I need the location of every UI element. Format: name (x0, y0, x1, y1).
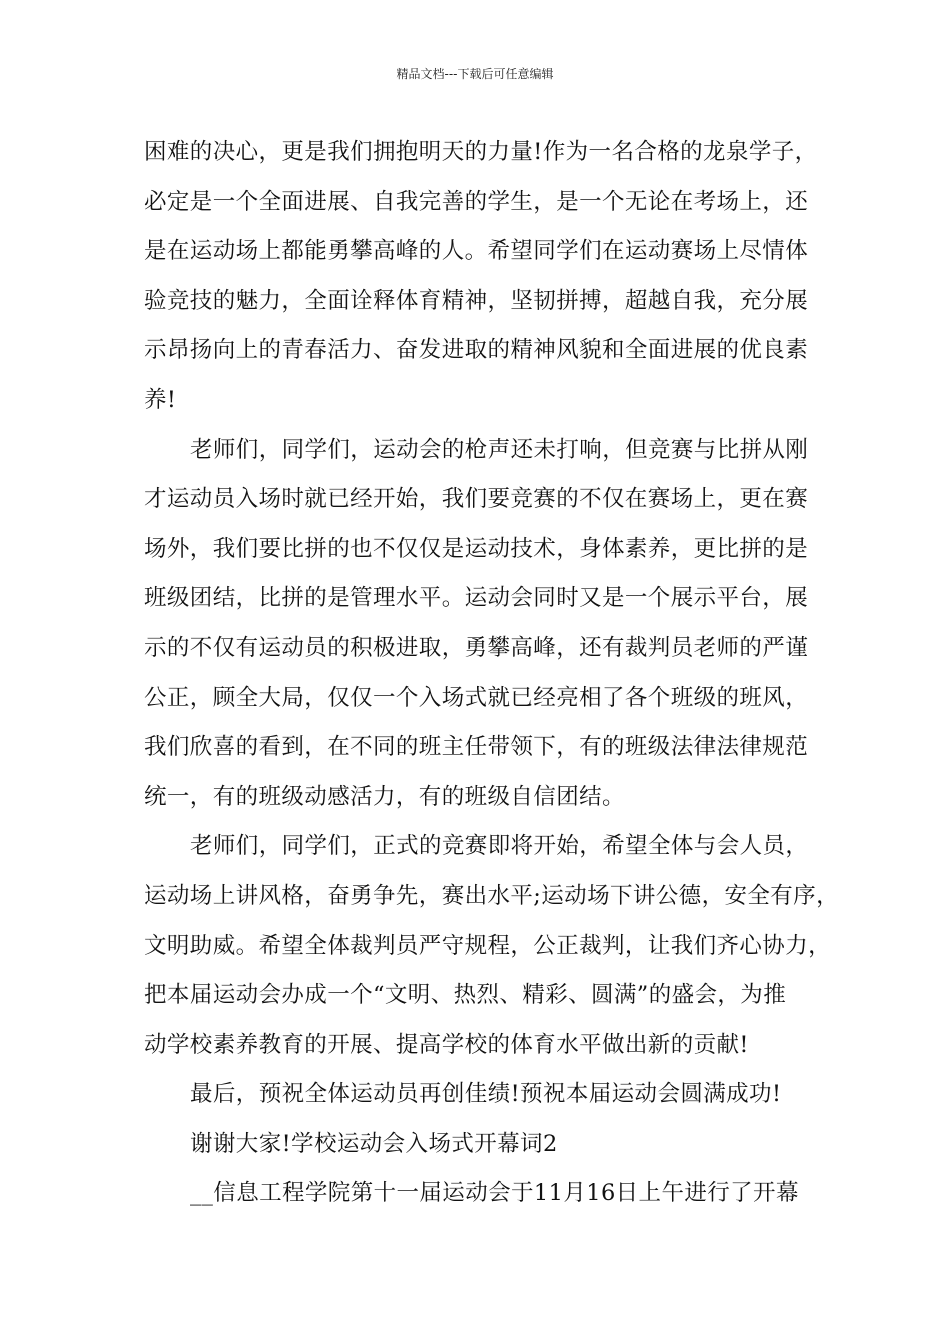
text-line: 运动场上讲风格，奋勇争先，赛出水平;运动场下讲公德，安全有序， (144, 882, 839, 909)
text-line: 必定是一个全面进展、自我完善的学生，是一个无论在考场上，还 (144, 188, 809, 215)
text-line: 老师们，同学们，正式的竞赛即将开始，希望全体与会人员， (190, 833, 809, 860)
text-line: 把本届运动会办成一个“文明、热烈、精彩、圆满”的盛会，为推 (144, 982, 787, 1009)
text-line: 谢谢大家!学校运动会入场式开幕词2 (190, 1130, 558, 1157)
text-line: 文明助威。希望全体裁判员严守规程，公正裁判，让我们齐心协力， (144, 932, 832, 959)
text-line: 公正，顾全大局，仅仅一个入场式就已经亮相了各个班级的班风， (144, 684, 809, 711)
text-line: 困难的决心，更是我们拥抱明天的力量!作为一名合格的龙泉学子， (144, 139, 818, 165)
text-line: 动学校素养教育的开展、提高学校的体育水平做出新的贡献! (144, 1031, 749, 1058)
text-line: 老师们，同学们，运动会的枪声还未打响，但竞赛与比拼从刚 (190, 436, 809, 463)
text-line: 才运动员入场时就已经开始，我们要竞赛的不仅在赛场上，更在赛 (144, 486, 809, 513)
text-line: 最后，预祝全体运动员再创佳绩!预祝本届运动会圆满成功! (190, 1081, 782, 1108)
text-line: 是在运动场上都能勇攀高峰的人。希望同学们在运动赛场上尽情体 (144, 238, 809, 265)
text-line: 养! (144, 386, 177, 413)
text-line: 我们欣喜的看到，在不同的班主任带领下，有的班级法律法律规范 (144, 734, 809, 761)
page-header: 精品文档---下载后可任意编辑 (396, 67, 554, 81)
text-line: 示昂扬向上的青春活力、奋发进取的精神风貌和全面进展的优良素 (144, 337, 809, 364)
text-line: 场外，我们要比拼的也不仅仅是运动技术，身体素养，更比拼的是 (144, 535, 809, 562)
text-line: 示的不仅有运动员的积极进取，勇攀高峰，还有裁判员老师的严谨 (144, 634, 809, 661)
text-line: __信息工程学院第十一届运动会于11月16日上午进行了开幕 (190, 1180, 799, 1207)
text-line: 统一，有的班级动感活力，有的班级自信团结。 (144, 783, 625, 810)
text-line: 班级团结，比拼的是管理水平。运动会同时又是一个展示平台，展 (144, 585, 809, 612)
document-body (144, 128, 839, 1219)
text-line: 验竞技的魅力，全面诠释体育精神，坚韧拼搏，超越自我，充分展 (144, 287, 809, 314)
